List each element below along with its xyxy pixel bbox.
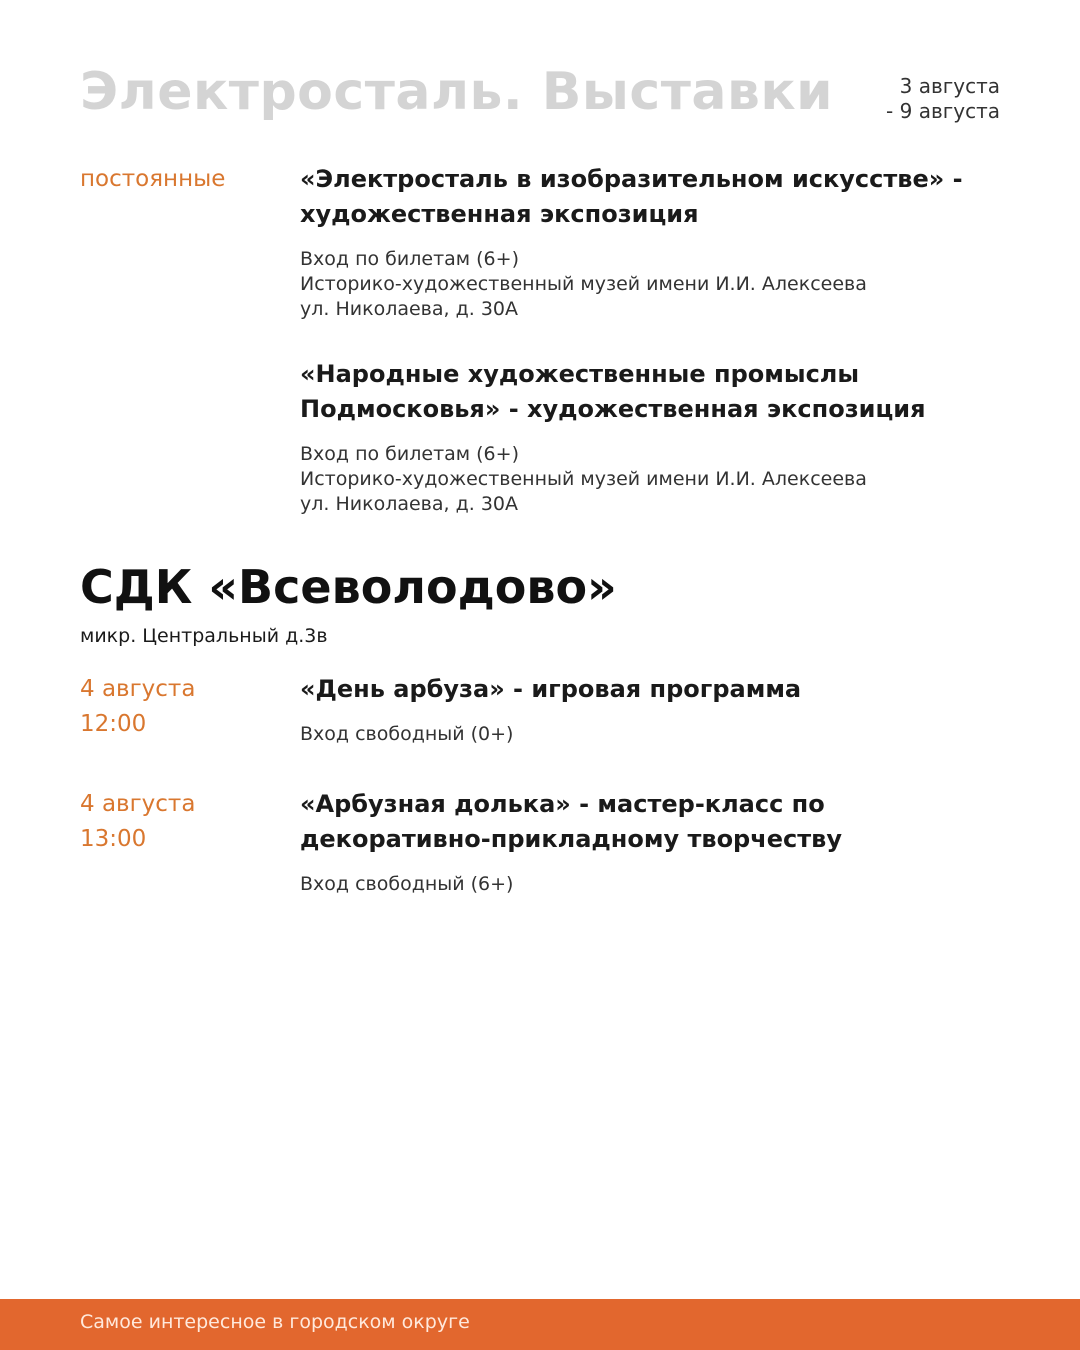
exhibition-place: Историко-художественный музей имени И.И. Алексеева <box>300 273 867 295</box>
exhibition-content <box>300 162 1000 322</box>
event-title: «Арбузная долька» - мастер-класс по декоративно-прикладному творчеству <box>300 790 842 853</box>
event-datetime <box>80 672 280 742</box>
footer-text: Самое интересное в городском округе <box>80 1311 470 1333</box>
event-info <box>300 722 1000 747</box>
event-date: 4 августа <box>80 791 196 817</box>
date-range-start: 3 августа <box>899 74 1000 98</box>
date-range-end: - 9 августа <box>886 99 1000 123</box>
event-title: «День арбуза» - игровая программа <box>300 675 802 703</box>
event-entry: Вход свободный (0+) <box>300 723 514 745</box>
exhibition-address: ул. Николаева, д. 30А <box>300 298 518 320</box>
exhibition-address: ул. Николаева, д. 30А <box>300 493 518 515</box>
event-content <box>300 672 1000 747</box>
exhibition-info <box>300 247 1000 322</box>
exhibition-place: Историко-художественный музей имени И.И. Алексеева <box>300 468 867 490</box>
event-datetime <box>80 787 280 857</box>
exhibition-info <box>300 442 1000 517</box>
event-date: 4 августа <box>80 676 196 702</box>
event-entry: Вход свободный (6+) <box>300 873 514 895</box>
exhibition-title: «Электросталь в изобразительном искусстве» - художественная экспозиция <box>300 165 963 228</box>
date-range <box>886 74 1000 124</box>
exhibition-entry: Вход по билетам (6+) <box>300 248 519 270</box>
page-title: Электросталь. Выставки <box>80 62 834 122</box>
venue-title: СДК «Всеволодово» <box>80 560 617 614</box>
event-time: 13:00 <box>80 826 147 852</box>
footer-bar <box>0 1299 1080 1350</box>
exhibition-entry: Вход по билетам (6+) <box>300 443 519 465</box>
event-content <box>300 787 1000 897</box>
venue-address: микр. Центральный д.3в <box>80 625 328 647</box>
event-time: 12:00 <box>80 711 147 737</box>
exhibition-category-label: постоянные <box>80 166 226 192</box>
exhibition-content <box>300 357 1000 517</box>
event-info <box>300 872 1000 897</box>
exhibition-title: «Народные художественные промыслы Подмосковья» - художественная экспозиция <box>300 360 926 423</box>
